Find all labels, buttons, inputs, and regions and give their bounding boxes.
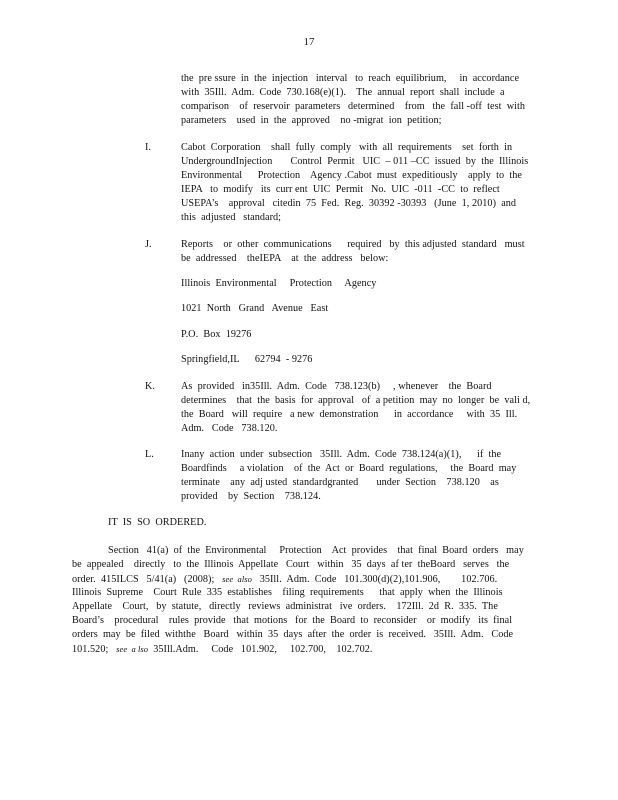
address-street: 1021 North Grand Avenue East <box>181 303 329 314</box>
final-para-line-3-b: 35Ill. Adm. Code 101.300(d)(2),101.906, 102.706. <box>251 574 498 585</box>
item-j-line-2: be addressed theIEPA at the address below: <box>181 253 389 264</box>
item-l-letter: L. <box>145 449 154 460</box>
final-para-line-3 <box>72 572 497 587</box>
item-k-letter: K. <box>145 381 155 392</box>
item-k-line-4: Adm. Code 738.120. <box>181 423 278 434</box>
see-also-1: see also <box>222 574 252 584</box>
final-para-line-4: Illinois Supreme Court Rule 335 establishes filing requirements that apply when the Illinois <box>72 587 503 598</box>
item-i-letter: I. <box>145 142 151 153</box>
final-para-line-7: orders may be filed withthe Board within 35 days after the order is received. 35Ill. Adm. Code <box>72 629 514 640</box>
final-para-line-1: Section 41(a) of the Environmental Protection Act provides that final Board orders may <box>108 545 524 556</box>
item-j-letter: J. <box>145 239 152 250</box>
ordered-statement: IT IS SO ORDERED. <box>108 517 207 528</box>
item-i-line-4: IEPA to modify its curr ent UIC Permit No. UIC -011 -CC to reflect <box>181 184 500 195</box>
address-city: Springfield,IL 62794 - 9276 <box>181 354 313 365</box>
final-para-line-2: be appealed directly to the Illinois Appellate Court within 35 days af ter theBoard serves the <box>72 559 510 570</box>
item-j-line-1: Reports or other communications required by this adjusted standard must <box>181 239 525 250</box>
item-i-line-1: Cabot Corporation shall fully comply with all requirements set forth in <box>181 142 513 153</box>
item-k-line-1: As provided in35Ill. Adm. Code 738.123(b) , whenever the Board <box>181 381 492 392</box>
final-para-line-8-b: 35Ill.Adm. Code 101.902, 102.700, 102.702. <box>148 644 373 655</box>
item-l-line-1: Inany action under subsection 35Ill. Adm. Code 738.124(a)(1), if the <box>181 449 502 460</box>
item-i-line-3: Environmental Protection Agency .Cabot must expeditiously apply to the <box>181 170 522 181</box>
item-h-line-4: parameters used in the approved no -migrat ion petition; <box>181 115 442 126</box>
see-also-2: see a lso <box>116 644 149 654</box>
final-para-line-8 <box>72 642 372 657</box>
item-i-line-2: UndergroundInjection Control Permit UIC – 011 –CC issued by the Illinois <box>181 156 529 167</box>
final-para-line-8-a: 101.520; <box>72 644 117 655</box>
item-i-line-6: this adjusted standard; <box>181 212 282 223</box>
final-para-line-5: Appellate Court, by statute, directly reviews administrat ive orders. 172Ill. 2d R. 335. The <box>72 601 498 612</box>
item-i-line-5: USEPA’s approval citedin 75 Fed. Reg. 30392 -30393 (June 1, 2010) and <box>181 198 517 209</box>
item-l-line-3: terminate any adj usted standardgranted under Section 738.120 as <box>181 477 499 488</box>
address-agency: Illinois Environmental Protection Agency <box>181 278 377 289</box>
item-l-line-4: provided by Section 738.124. <box>181 491 321 502</box>
final-para-line-6: Board’s procedural rules provide that motions for the Board to reconsider or modify its final <box>72 615 513 626</box>
item-h-line-2: with 35Ill. Adm. Code 730.168(e)(1). The annual report shall include a <box>181 87 505 98</box>
item-h-line-3: comparison of reservoir parameters determined from the fall -off test with <box>181 101 526 112</box>
final-para-line-3-a: order. 415ILCS 5/41(a) (2008); <box>72 574 223 585</box>
item-h-line-1: the pre ssure in the injection interval to reach equilibrium, in accordance <box>181 73 520 84</box>
address-po-box: P.O. Box 19276 <box>181 329 252 340</box>
item-l-line-2: Boardfinds a violation of the Act or Board regulations, the Board may <box>181 463 517 474</box>
item-k-line-2: determines that the basis for approval of a petition may no longer be vali d, <box>181 395 531 406</box>
page-number: 17 <box>303 36 315 48</box>
item-k-line-3: the Board will require a new demonstration in accordance with 35 Ill. <box>181 409 518 420</box>
